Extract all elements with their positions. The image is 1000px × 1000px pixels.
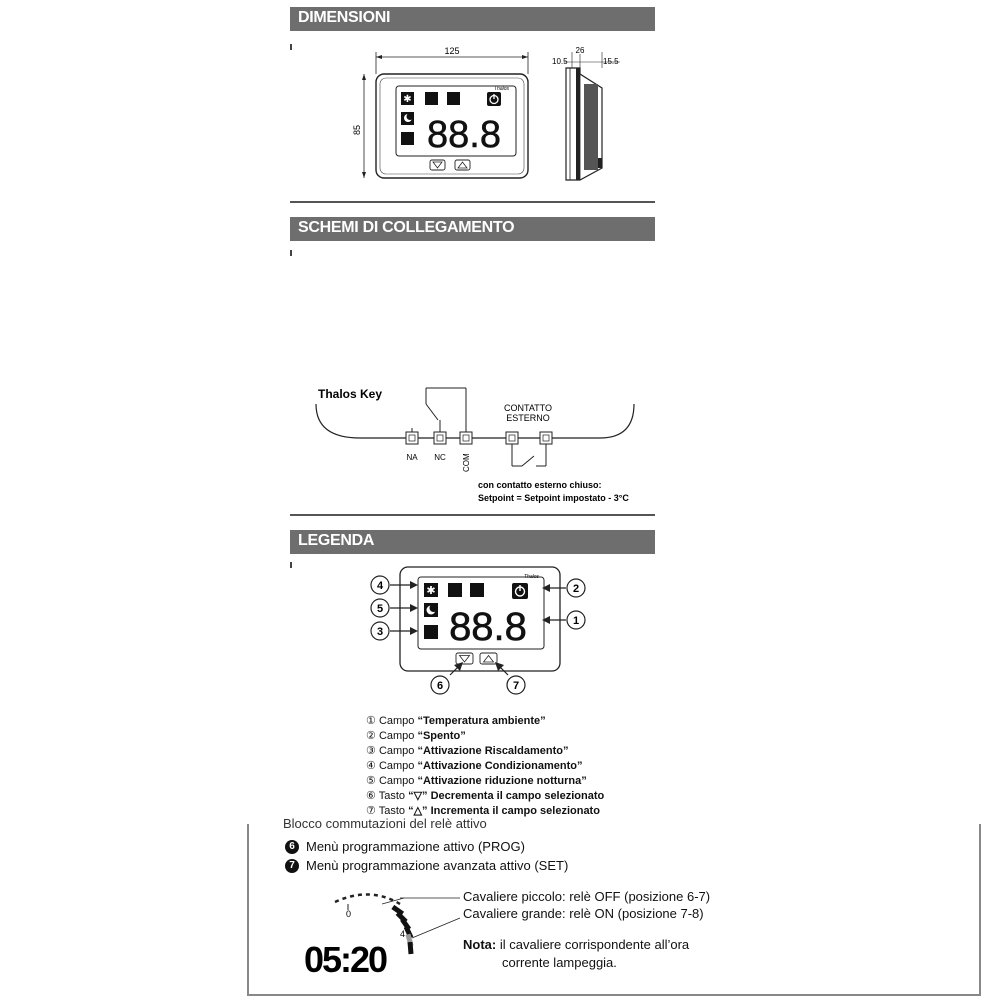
sound-icon [470,583,484,597]
callout-5: 5 [376,603,384,615]
wiring-note-1: con contatto esterno chiuso: [478,480,602,490]
section-divider [290,514,655,516]
margin-tick [290,250,292,256]
number-badge: 7 [285,859,299,873]
section-divider [290,201,655,203]
dim-height-label: 85 [352,124,362,136]
callout-7: 7 [512,680,520,692]
valve-icon [448,583,462,597]
sound-icon [447,92,460,105]
cut-line-text: Blocco commutazioni del relè attivo [283,816,487,831]
valve-icon [425,92,438,105]
section-header-legend [290,530,655,554]
number-badge: 6 [285,840,299,854]
legend-item: ⑥ Tasto “▽” Decrementa il campo selezionato [366,790,605,802]
menu-prog-text: Menù programmazione attivo (PROG) [306,839,525,854]
wiring-note-2: Setpoint = Setpoint impostato - 3°C [478,493,629,503]
legend-display-value: 88.8 [449,605,527,649]
flame-icon [401,132,414,145]
svg-text:✱: ✱ [426,585,436,597]
dim-width-label: 125 [444,46,460,56]
section-title: DIMENSIONI [298,9,391,26]
section-title: SCHEMI DI COLLEGAMENTO [298,219,515,236]
note-label: Nota: [463,937,497,952]
section-header-wiring [290,217,655,241]
legend-brand: Thalos [524,574,540,580]
margin-tick [290,562,292,568]
device-label: Thalos Key [318,387,383,401]
callout-4: 4 [376,580,384,592]
legend-item: ① Campo “Temperatura ambiente” [366,715,546,727]
clock-display: 05:20 [304,939,387,980]
dim-depth-total: 26 [575,46,585,55]
legend-item: ② Campo “Spento” [366,730,466,742]
terminal-com: COM [462,453,471,472]
external-contact-label-2: ESTERNO [506,413,550,423]
side-view-back [584,84,598,170]
margin-tick [290,44,292,50]
legend-item: ⑦ Tasto “△” Incrementa il campo selezionato [366,805,600,817]
scale-four: 4 [400,929,406,939]
terminal-nc: NC [434,453,446,462]
note-text: Nota: il cavaliere corrispondente all’ora [463,937,690,952]
svg-text:✱: ✱ [403,94,412,105]
legend-item: ⑤ Campo “Attivazione riduzione notturna” [366,775,587,787]
dim-depth-front: 10.5 [552,57,568,66]
dim-depth-back: 15.5 [603,57,619,66]
flame-icon [424,625,438,639]
menu-set-text: Menù programmazione avanzata attivo (SET) [306,858,569,873]
wiring-diagram [300,380,650,510]
terminal-na: NA [406,453,418,462]
scale-zero: 0 [346,909,352,919]
section-title: LEGENDA [298,532,375,549]
external-contact-label-1: CONTATTO [504,403,552,413]
small-rider-text: Cavaliere piccolo: relè OFF (posizione 6-7) [463,889,711,904]
note-text-line2: corrente lampeggia. [502,955,617,970]
callout-6: 6 [436,680,444,692]
legend-item: ③ Campo “Attivazione Riscaldamento” [366,745,569,757]
big-rider-text: Cavaliere grande: relè ON (posizione 7-8) [463,906,704,921]
legend-drawing [360,565,600,705]
brand-label: Thalos [494,86,510,92]
clock-diagram [300,880,460,980]
callout-2: 2 [572,583,580,595]
callout-3: 3 [376,626,384,638]
legend-item: ④ Campo “Attivazione Condizionamento” [366,760,583,772]
section-header-dimensions [290,7,655,31]
cut-line-clip [247,816,981,834]
callout-1: 1 [572,615,580,627]
display-value: 88.8 [427,114,501,156]
dimensions-drawing [340,40,640,200]
